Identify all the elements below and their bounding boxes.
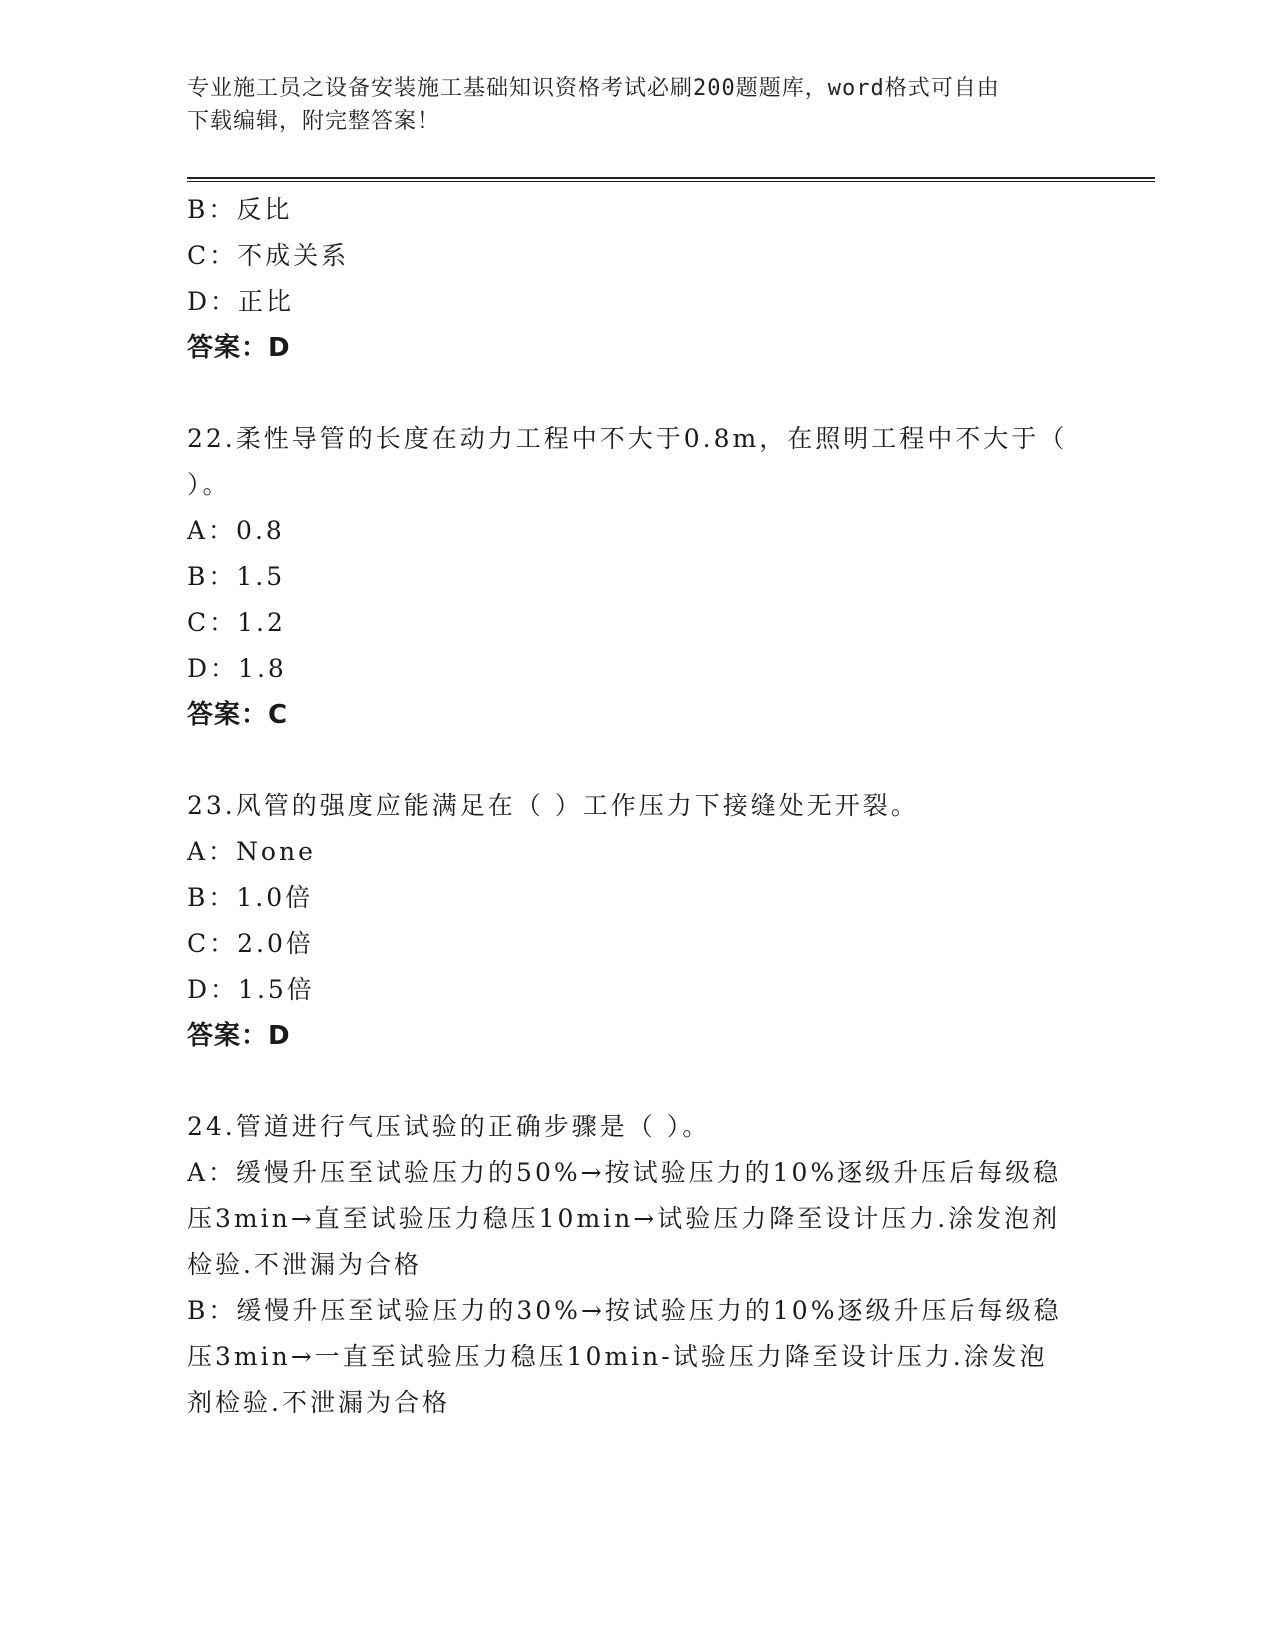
option-b-line-3: 剂检验.不泄漏为合格	[187, 1388, 450, 1417]
spacer	[187, 1059, 1087, 1104]
header-divider	[187, 177, 1155, 182]
answer: 答案：C	[187, 700, 289, 730]
question-23	[187, 783, 1087, 1059]
answer: 答案：D	[187, 1021, 291, 1051]
question-list	[187, 187, 1087, 1426]
question-stem: 23.风管的强度应能满足在（ ）工作压力下接缝处无开裂。	[187, 791, 919, 820]
question-stem: 22.柔性导管的长度在动力工程中不大于0.8m，在照明工程中不大于（	[187, 424, 1068, 453]
option-b-line-2: 压3min→一直至试验压力稳压10min-试验压力降至设计压力.涂发泡	[187, 1342, 1048, 1371]
option-d: D：1.5倍	[187, 975, 315, 1004]
option-b: B：1.0倍	[187, 883, 314, 912]
question-stem: 24.管道进行气压试验的正确步骤是（ ）。	[187, 1112, 711, 1141]
option-d: D：1.8	[187, 654, 287, 683]
option-d: D：正比	[187, 287, 295, 316]
header-line-2: 下载编辑，附完整答案！	[187, 109, 441, 134]
answer: 答案：D	[187, 333, 291, 363]
option-a-line-2: 压3min→直至试验压力稳压10min→试验压力降至设计压力.涂发泡剂	[187, 1204, 1061, 1233]
option-c: C：2.0倍	[187, 929, 314, 958]
page-header	[187, 72, 1067, 138]
option-b-line-1: B：缓慢升压至试验压力的30%→按试验压力的10%逐级升压后每级稳	[187, 1296, 1062, 1325]
question-21-tail	[187, 187, 1087, 371]
option-a-line-3: 检验.不泄漏为合格	[187, 1250, 422, 1279]
question-24	[187, 1104, 1087, 1426]
option-a: A：0.8	[187, 516, 285, 545]
option-c: C：不成关系	[187, 241, 350, 270]
option-a: A：None	[187, 837, 316, 866]
header-line-1: 专业施工员之设备安装施工基础知识资格考试必刷200题题库，word格式可自由	[187, 76, 1000, 101]
option-c: C：1.2	[187, 608, 286, 637]
option-b: B：1.5	[187, 562, 286, 591]
question-22	[187, 416, 1087, 738]
spacer	[187, 738, 1087, 783]
question-stem-continued: ）。	[187, 470, 231, 499]
spacer	[187, 371, 1087, 416]
option-a-line-1: A：缓慢升压至试验压力的50%→按试验压力的10%逐级升压后每级稳	[187, 1158, 1062, 1187]
option-b: B：反比	[187, 195, 293, 224]
